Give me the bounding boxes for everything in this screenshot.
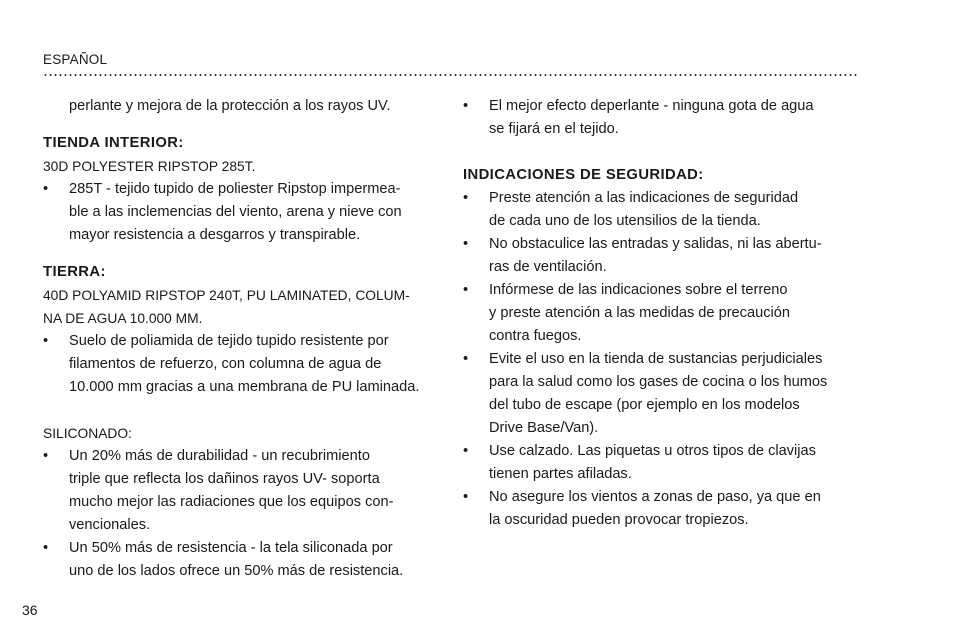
inner-tent-spec: 30D POLYESTER RIPSTOP 285T. [43, 159, 256, 174]
bullet-line: para la salud como los gases de cocina o los humos [489, 374, 828, 390]
bullet-line: • 285T - tejido tupido de poliester Ripstop impermea- [69, 181, 401, 197]
bullet-line: vencionales. [69, 517, 151, 533]
bullet-line: • Un 20% más de durabilidad - un recubrimiento [69, 448, 370, 464]
section-language-label: ESPAÑOL [43, 52, 108, 67]
bullet-line: • Evite el uso en la tienda de sustancias perjudiciales [489, 351, 823, 367]
bullet-line: 10.000 mm gracias a una membrana de PU laminada. [69, 379, 420, 395]
bullet-line: • Suelo de poliamida de tejido tupido resistente por [69, 333, 389, 349]
bullet-line: Drive Base/Van). [489, 420, 599, 436]
list-item [463, 95, 863, 141]
bullet-line: contra fuegos. [489, 328, 582, 344]
inner-tent-heading: TIENDA INTERIOR: [43, 135, 184, 151]
list-item [43, 330, 443, 399]
list-item [463, 440, 863, 486]
page-number: 36 [22, 602, 38, 618]
intro-continuation: perlante y mejora de la protección a los rayos UV. [69, 98, 391, 114]
ground-spec-line: 40D POLYAMID RIPSTOP 240T, PU LAMINATED, COLUM- [43, 288, 410, 303]
list-item [43, 537, 443, 583]
bullet-line: • Un 50% más de resistencia - la tela siliconada por [69, 540, 393, 556]
bullet-line: uno de los lados ofrece un 50% más de resistencia. [69, 563, 404, 579]
bullet-line: triple que reflecta los dañinos rayos UV- soporta [69, 471, 380, 487]
bullet-line: de cada uno de los utensilios de la tienda. [489, 213, 761, 229]
spacer [43, 399, 443, 422]
list-item [463, 233, 863, 279]
bullet-line: se fijará en el tejido. [489, 121, 619, 137]
bullet-line: • Preste atención a las indicaciones de seguridad [489, 190, 799, 206]
bullet-line: la oscuridad pueden provocar tropiezos. [489, 512, 749, 528]
bullet-line: del tubo de escape (por ejemplo en los modelos [489, 397, 800, 413]
bullet-line: mayor resistencia a desgarros y transpirable. [69, 227, 361, 243]
bullet-line: tienen partes afiladas. [489, 466, 632, 482]
safety-heading: INDICACIONES DE SEGURIDAD: [463, 167, 704, 183]
ground-spec-line: NA DE AGUA 10.000 MM. [43, 311, 203, 326]
bullet-line: ble a las inclemencias del viento, arena y nieve con [69, 204, 402, 220]
list-item [463, 486, 863, 532]
bullet-line: filamentos de refuerzo, con columna de agua de [69, 356, 382, 372]
bullet-line: • Use calzado. Las piquetas u otros tipos de clavijas [489, 443, 816, 459]
bullet-line: ras de ventilación. [489, 259, 607, 275]
dotted-divider [43, 74, 859, 76]
ground-heading: TIERRA: [43, 264, 106, 280]
list-item [463, 187, 863, 233]
list-item [463, 279, 863, 348]
bullet-line: • Infórmese de las indicaciones sobre el terreno [489, 282, 788, 298]
bullet-line: y preste atención a las medidas de precaución [489, 305, 790, 321]
bullet-line: • El mejor efecto deperlante - ninguna gota de agua [489, 98, 814, 114]
right-column [463, 95, 863, 532]
silicone-heading: SILICONADO: [43, 426, 132, 441]
list-item [463, 348, 863, 440]
left-column [43, 95, 443, 583]
bullet-line: • No asegure los vientos a zonas de paso, ya que en [489, 489, 821, 505]
bullet-line: mucho mejor las radiaciones que los equipos con- [69, 494, 394, 510]
bullet-line: • No obstaculice las entradas y salidas, ni las abertu- [489, 236, 822, 252]
list-item [43, 178, 443, 247]
list-item [43, 445, 443, 537]
